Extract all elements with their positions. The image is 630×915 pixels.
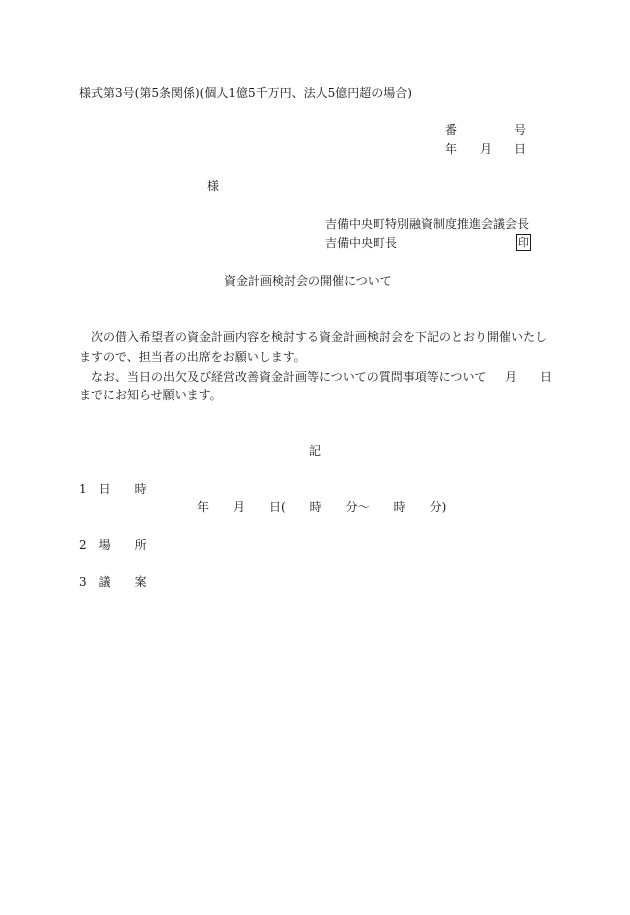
seal-stamp <box>512 234 531 251</box>
ki-heading: 記 <box>309 444 322 458</box>
addressee-sama: 様 <box>207 179 220 193</box>
item-datetime-label: 1 日 時 <box>79 482 147 496</box>
item-datetime-value: 年 月 日( 時 分〜 時 分) <box>197 500 447 514</box>
body-paragraph-2-line1: なお、当日の出欠及び経営改善資金計画等についての質問事項等について <box>91 370 487 384</box>
reply-month: 月 <box>505 370 518 384</box>
seal-box: 印 <box>518 236 529 249</box>
reply-day: 日 <box>540 370 553 384</box>
item-agenda-label: 3 議 案 <box>79 575 147 589</box>
sender-line2: 吉備中央町長 <box>325 236 398 250</box>
item-place-label: 2 場 所 <box>79 538 147 552</box>
sender-line1: 吉備中央町特別融資制度推進会議会長 <box>325 217 530 231</box>
date-day: 日 <box>514 142 527 156</box>
subject-title: 資金計画検討会の開催について <box>224 274 392 288</box>
number-label-ban: 番 <box>445 123 458 137</box>
date-month: 月 <box>480 142 493 156</box>
form-title: 様式第3号(第5条関係)(個人1億5千万円、法人5億円超の場合) <box>79 86 412 100</box>
number-label-go: 号 <box>514 123 527 137</box>
body-paragraph-1-text: 次の借入希望者の資金計画内容を検討する資金計画検討会を下記のとおり開催いたしますので、担当者の出席をお願いします。 <box>79 330 548 364</box>
date-year: 年 <box>445 142 458 156</box>
body-paragraph-2-line2: までにお知らせ願います。 <box>79 388 222 402</box>
body-paragraph-1 <box>79 327 557 367</box>
